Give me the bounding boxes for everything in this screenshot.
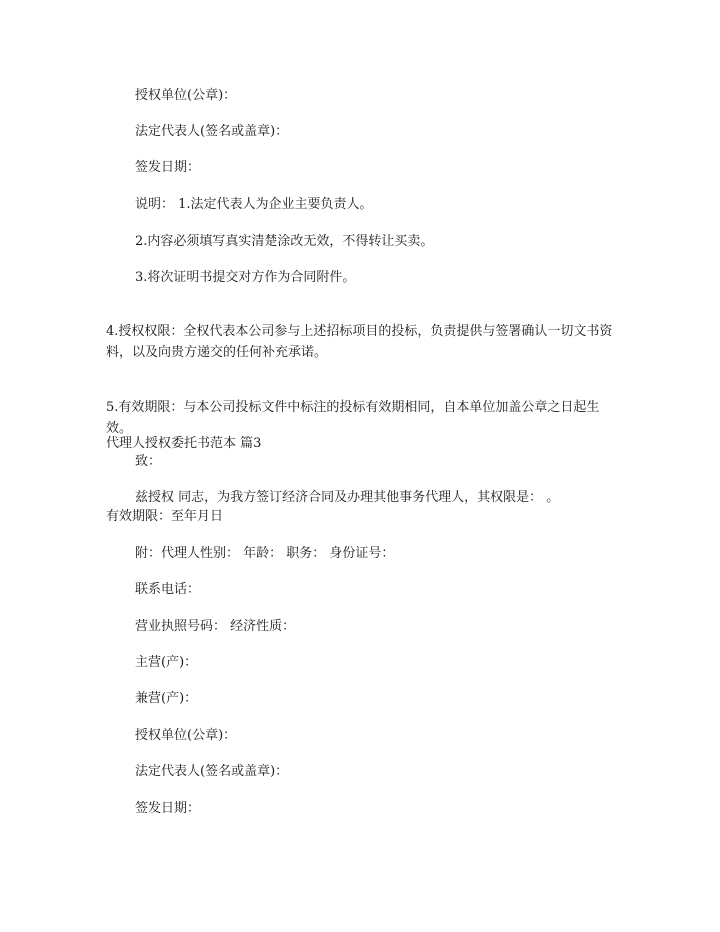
addressee-line: 致：: [135, 454, 162, 469]
note-3: 3.将次证明书提交对方作为合同附件。: [135, 270, 356, 285]
side-business-label: 兼营(产)：: [135, 691, 198, 706]
legal-rep-label-2: 法定代表人(签名或盖章)：: [135, 764, 289, 779]
issue-date-label: 签发日期：: [135, 160, 201, 175]
main-business-label: 主营(产)：: [135, 655, 198, 670]
legal-rep-label: 法定代表人(签名或盖章)：: [135, 124, 289, 139]
contact-phone-label: 联系电话：: [135, 582, 201, 597]
note-2: 2.内容必须填写真实清楚涂改无效，不得转让买卖。: [135, 234, 434, 249]
issue-date-label-2: 签发日期：: [135, 801, 201, 816]
unit-seal-label-2: 授权单位(公章)：: [135, 728, 237, 743]
business-license-label: 营业执照号码： 经济性质：: [135, 619, 296, 634]
note-1: 说明： 1.法定代表人为企业主要负责人。: [135, 197, 373, 212]
section-5-paragraph: 5.有效期限：与本公司投标文件中标注的投标有效期相同，自本单位加盖公章之日起生效。: [106, 400, 600, 436]
authorization-statement: 兹授权 同志，为我方签订经济合同及办理其他事务代理人，其权限是： 。: [135, 490, 560, 505]
unit-seal-label: 授权单位(公章)：: [135, 88, 237, 103]
agent-info-line: 附：代理人性别： 年龄： 职务： 身份证号：: [135, 546, 395, 561]
section-4-paragraph: 4.授权权限：全权代表本公司参与上述招标项目的投标，负责提供与签署确认一切文书资料，以及向贵方递交的任何补充承诺。: [106, 324, 613, 360]
validity-period: 有效期限：至年月日: [106, 509, 224, 524]
section-heading: 代理人授权委托书范本 篇3: [106, 436, 262, 451]
